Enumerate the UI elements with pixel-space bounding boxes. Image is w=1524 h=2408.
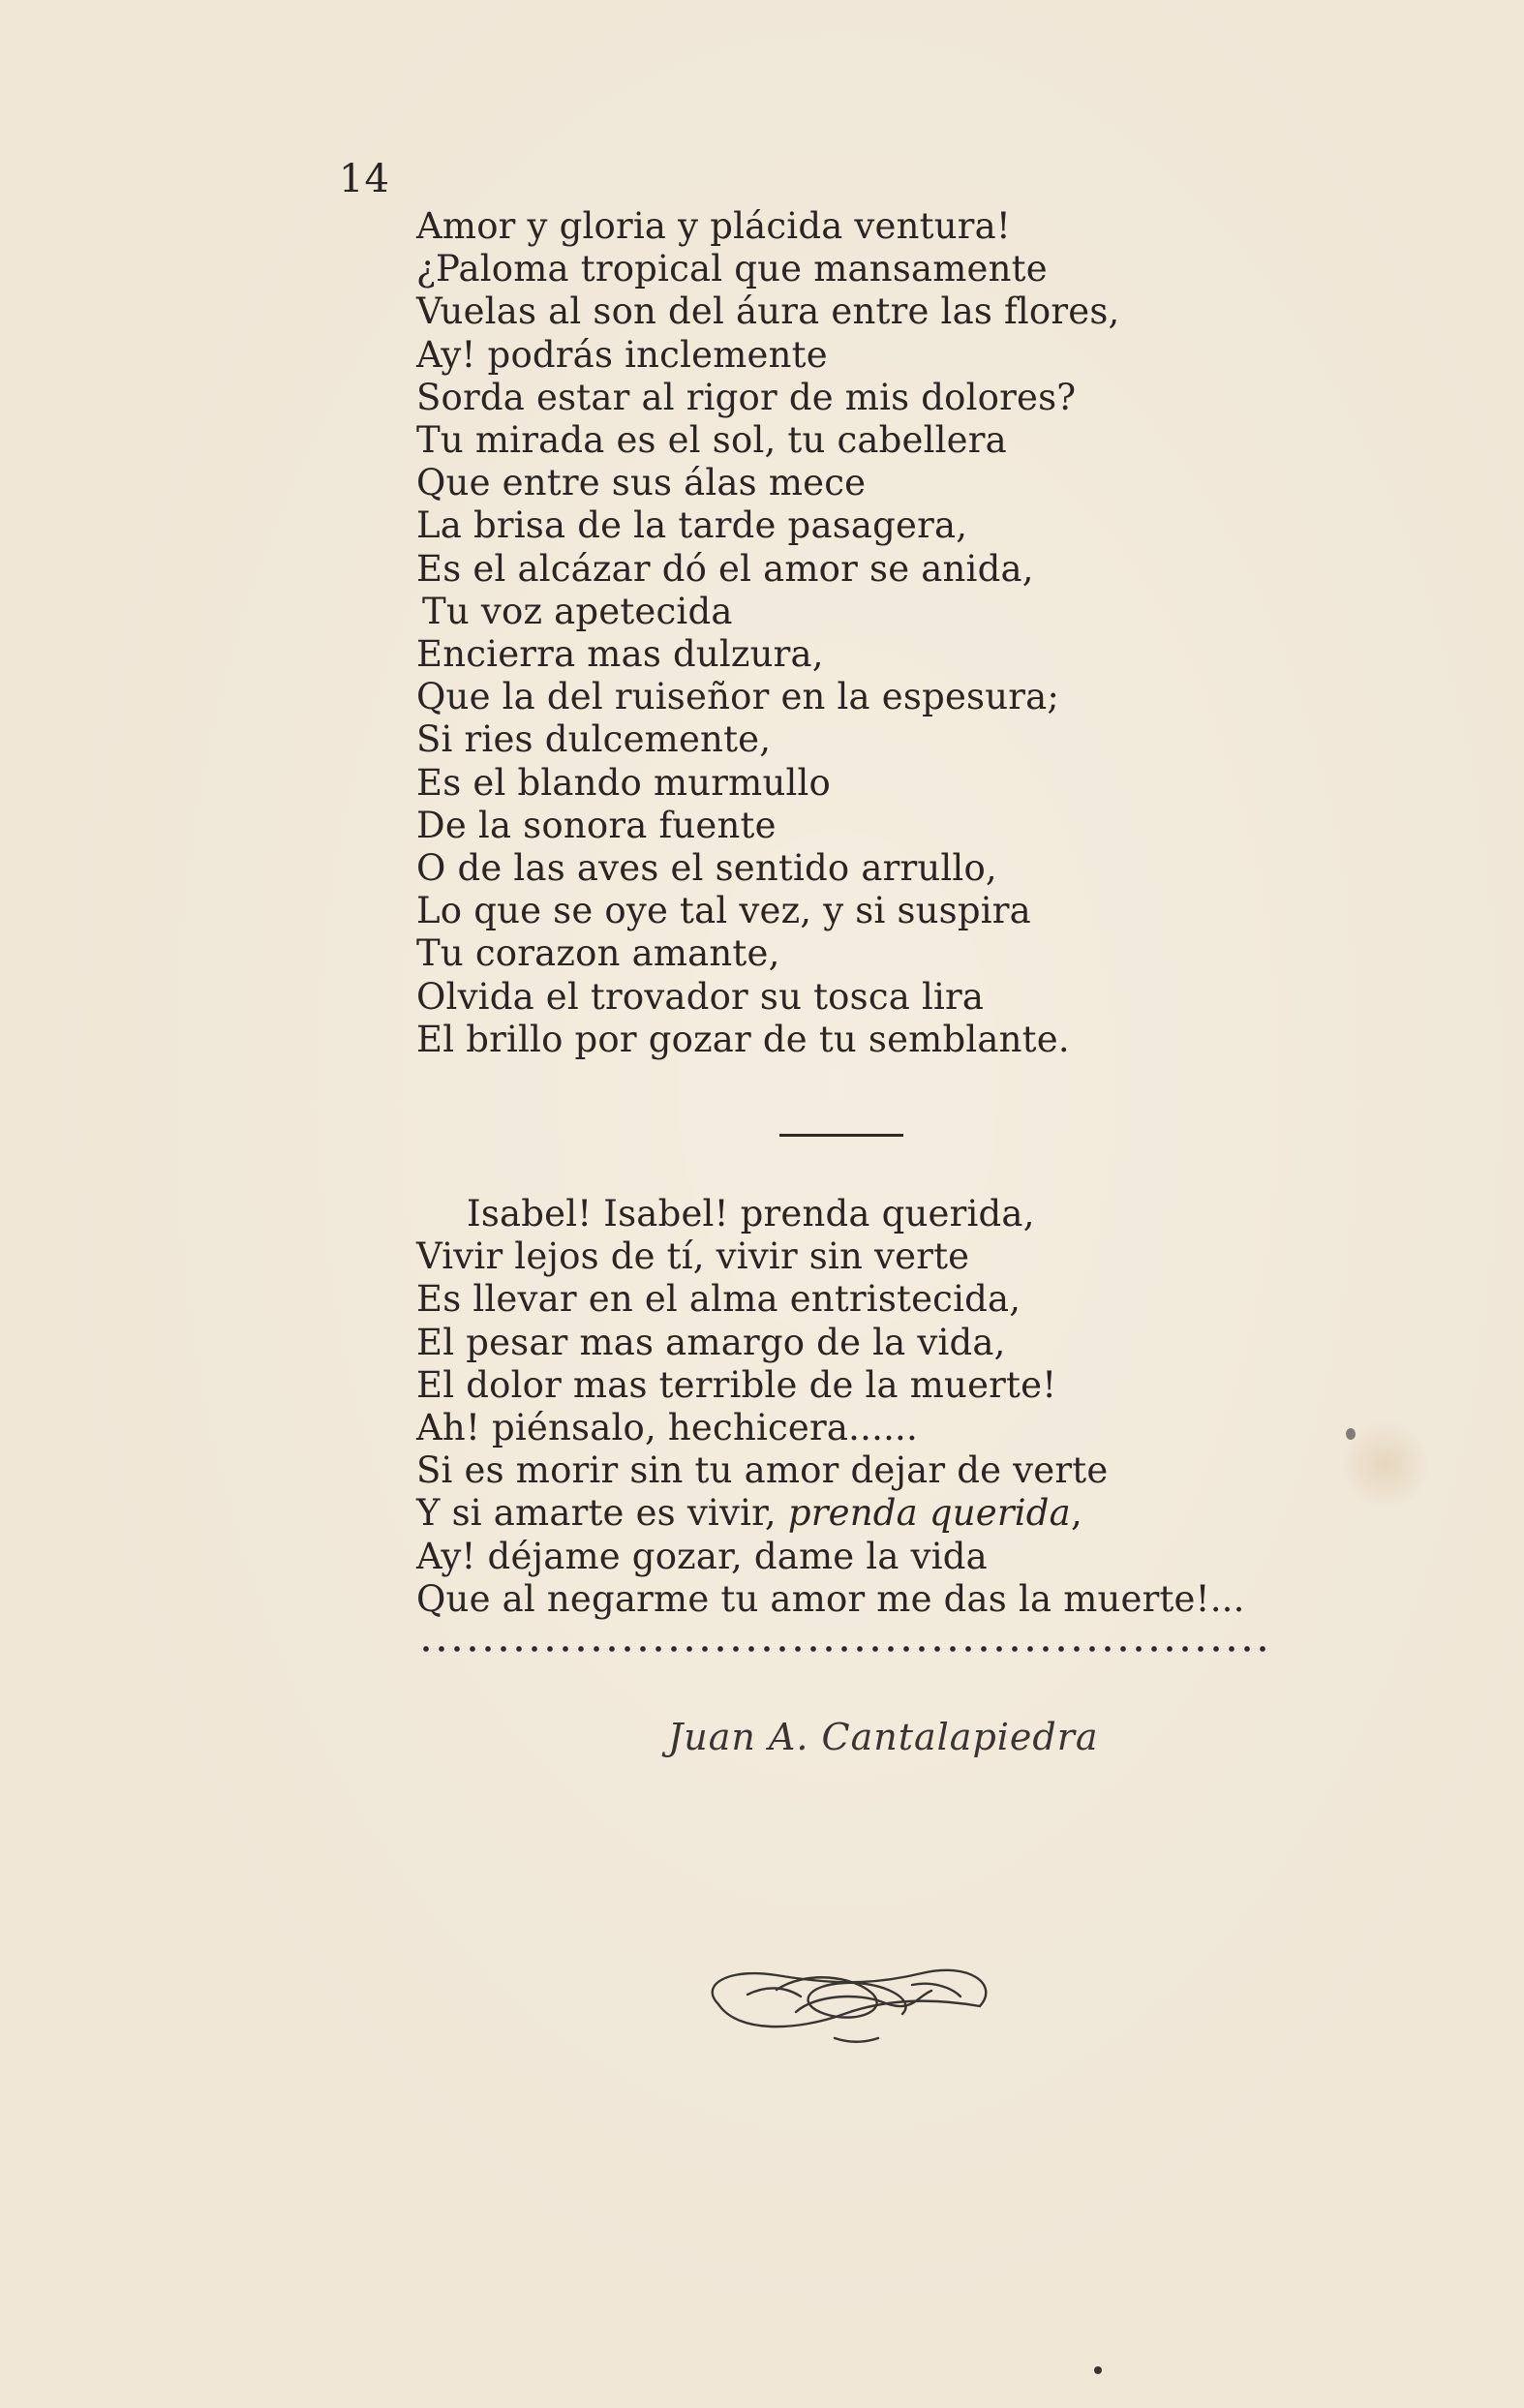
dotted-rule [418,1644,1270,1654]
poem-line: Ah! piénsalo, hechicera...... [416,1407,918,1449]
poem-line-mixed [416,1492,1245,1535]
poem-line: Que la del ruiseñor en la espesura; [416,676,1060,718]
poem-stanza-1 [416,205,1120,1061]
author-signature: Juan A. Cantalapiedra [668,1716,1099,1758]
poem-line: Sorda estar al rigor de mis dolores? [416,376,1077,418]
poem-line: ¿Paloma tropical que mansamente [416,248,1048,290]
poem-line: Que entre sus álas mece [416,462,867,504]
poem-line: Lo que se oye tal vez, y si suspira [416,890,1031,932]
poem-line: Amor y gloria y plácida ventura! [416,205,1011,247]
poem-line: Es el alcázar dó el amor se anida, [416,547,1034,590]
section-divider [779,1134,903,1137]
poem-line: Isabel! Isabel! prenda querida, [467,1193,1035,1234]
poem-line: Ay! déjame gozar, dame la vida [416,1535,988,1577]
poem-line: El dolor mas terrible de la muerte! [416,1363,1057,1406]
poem-line: Si es morir sin tu amor dejar de verte [416,1449,1109,1492]
poem-line: O de las aves el sentido arrullo, [416,847,997,890]
poem-line: Que al negarme tu amor me das la muerte!... [416,1577,1245,1620]
poem-line: El brillo por gozar de tu semblante. [416,1018,1070,1060]
paper-speck [1346,1428,1356,1440]
poem-line: Vuelas al son del áura entre las flores, [416,290,1120,333]
poem-line: Es llevar en el alma entristecida, [416,1278,1021,1321]
poem-line: El pesar mas amargo de la vida, [416,1321,1006,1363]
poem-line-text: , [1070,1492,1082,1535]
poem-line: Encierra mas dulzura, [416,633,824,676]
poem-line: De la sonora fuente [416,804,777,846]
poem-line: Tu voz apetecida [422,590,733,632]
flourish-ornament-icon [689,1946,1009,2053]
poem-line: Vivir lejos de tí, vivir sin verte [416,1235,970,1278]
poem-line: Olvida el trovador su tosca lira [416,975,985,1018]
poem-stanza-2 [416,1193,1245,1621]
paper-speck [1094,2366,1102,2374]
poem-line-text: Y si amarte es vivir, [416,1492,788,1535]
poem-line: Tu corazon amante, [416,932,780,975]
poem-line: Ay! podrás inclemente [416,333,828,376]
page-number: 14 [339,157,390,201]
poem-line: La brisa de la tarde pasagera, [416,504,968,547]
italic-phrase: prenda querida [787,1492,1071,1535]
poem-line: Tu mirada es el sol, tu cabellera [416,419,1007,462]
poem-line: Es el blando murmullo [416,761,832,804]
poem-line: Si ries dulcemente, [416,718,772,761]
